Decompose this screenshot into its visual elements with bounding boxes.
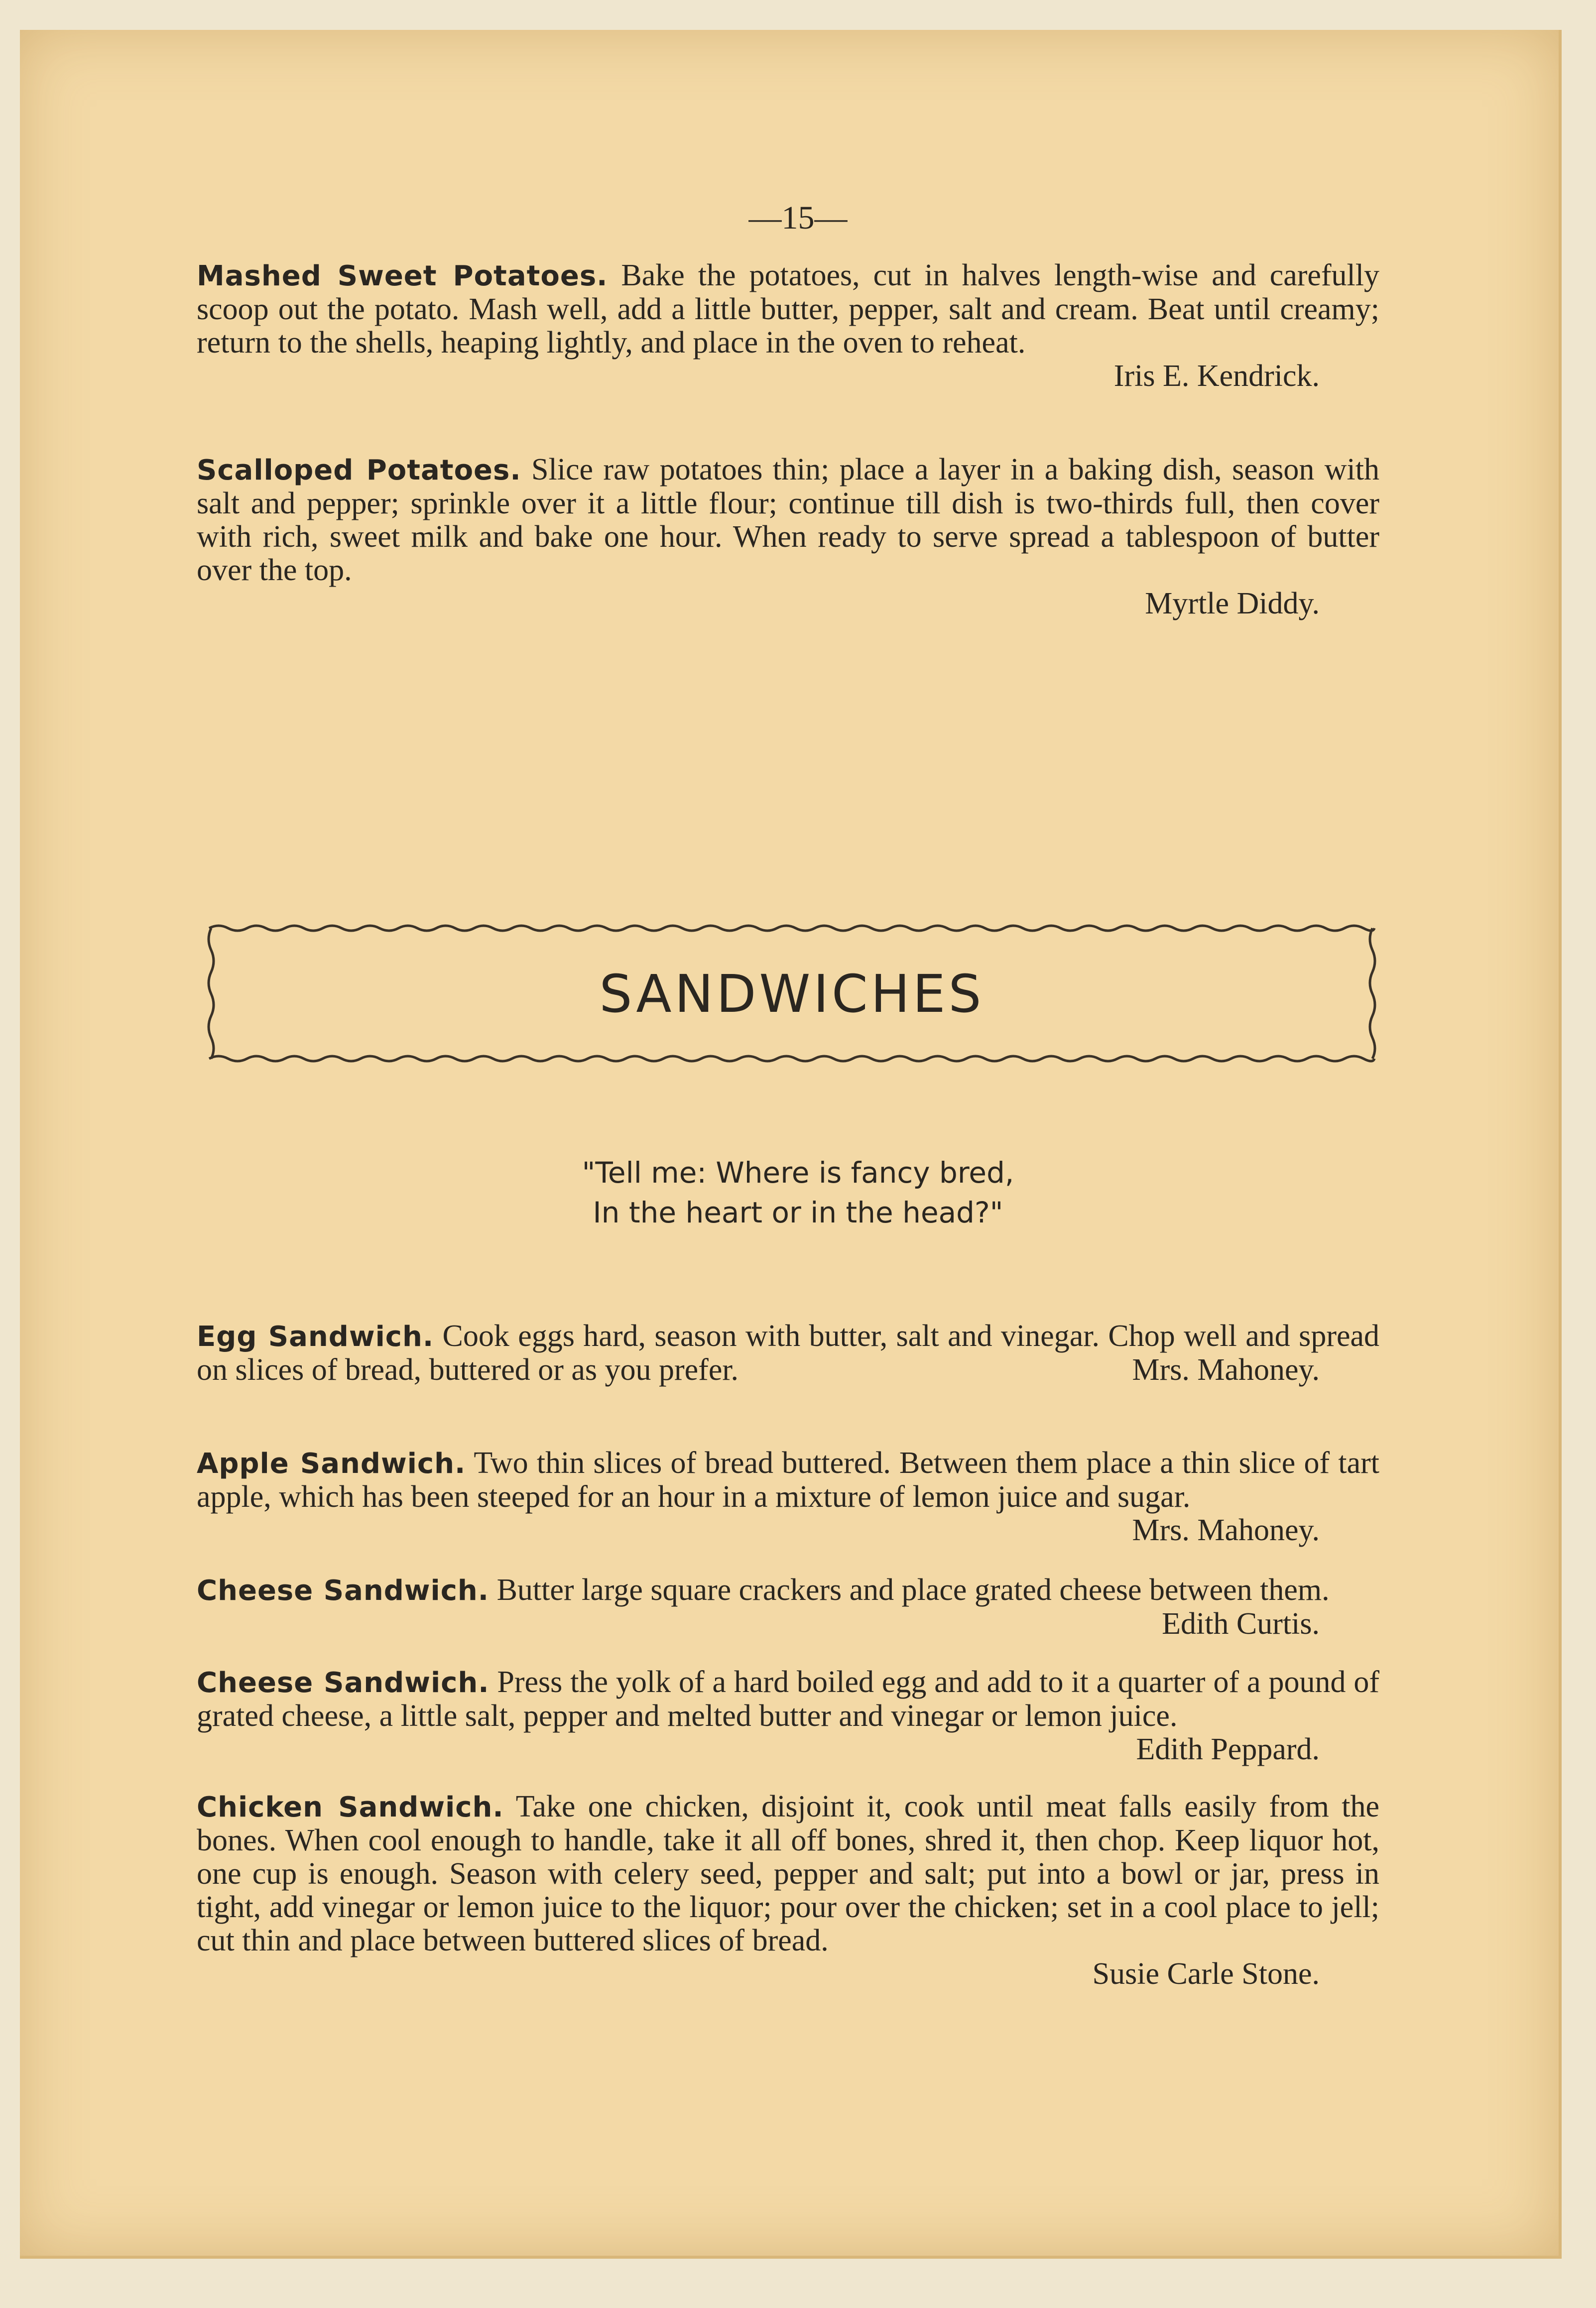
epigraph-quote <box>0 1153 1596 1232</box>
recipe-chicken-sandwich <box>197 1790 1379 1991</box>
recipe-text: Take one chicken, disjoint it, cook until meat falls easily from the bones. When cool enough to handle, take it all off bones, shred it, then chop. Keep liquor hot, one cup is enough. Season with celery seed, pepper and salt; put into a bowl or jar, press in tight, add vinegar or lemon juice to the liquor; pour over the chicken; set in a cool place to jell; cut thin and place between buttered slices of bread. <box>197 1790 1379 1957</box>
quote-line: In the heart or in the head?" <box>593 1196 1003 1229</box>
recipe-text: Slice raw potatoes thin; place a layer in a baking dish, season with salt and pepper; sprinkle over it a little flour; continue till dish is two-thirds full, then cover with rich, sweet milk and bake one hour. When ready to serve spread a tablespoon of butter over the top. <box>197 453 1379 587</box>
section-heading: SANDWICHES <box>599 964 984 1024</box>
recipe-title: Egg Sandwich. <box>197 1321 434 1353</box>
recipe-text: Two thin slices of bread buttered. Between them place a thin slice of tart apple, which has been steeped for an hour in a mixture of lemon juice and sugar. <box>197 1446 1379 1514</box>
recipe-author: Susie Carle Stone. <box>1092 1957 1320 1991</box>
recipe-cheese-sandwich-1 <box>197 1574 1379 1641</box>
recipe-author: Myrtle Diddy. <box>1145 587 1320 620</box>
recipe-title: Mashed Sweet Potatoes. <box>197 260 608 292</box>
recipe-author: Edith Peppard. <box>1136 1732 1320 1766</box>
recipe-author: Mrs. Mahoney. <box>1132 1513 1320 1547</box>
recipe-mashed-sweet-potatoes <box>197 259 1379 393</box>
recipe-title: Cheese Sandwich. <box>197 1667 490 1699</box>
recipe-title: Apple Sandwich. <box>197 1448 466 1480</box>
recipe-author: Edith Curtis. <box>1162 1607 1320 1641</box>
quote-line: "Tell me: Where is fancy bred, <box>582 1156 1014 1190</box>
recipe-cheese-sandwich-2 <box>197 1666 1379 1766</box>
recipe-title: Cheese Sandwich. <box>197 1575 490 1607</box>
page-number: —15— <box>748 200 848 236</box>
recipe-apple-sandwich <box>197 1447 1379 1547</box>
recipe-title: Chicken Sandwich. <box>197 1791 504 1823</box>
recipe-text: Bake the potatoes, cut in halves length-wise and carefully scoop out the potato. Mash well, add a little butter, pepper, salt and cream. Beat until creamy; return to the shells, heaping lightly, and place in the oven to reheat. <box>197 258 1379 360</box>
recipe-egg-sandwich <box>197 1320 1379 1387</box>
recipe-text: Cook eggs hard, season with butter, salt and vinegar. Chop well and spread on slices of bread, buttered or as you prefer. <box>197 1319 1379 1387</box>
recipe-author: Iris E. Kendrick. <box>1113 359 1320 393</box>
recipe-author: Mrs. Mahoney. <box>1132 1353 1320 1387</box>
recipe-text: Butter large square crackers and place grated cheese between them. <box>489 1573 1330 1607</box>
recipe-text: Press the yolk of a hard boiled egg and add to it a quarter of a pound of grated cheese, a little salt, pepper and melted butter and vinegar or lemon juice. <box>197 1665 1379 1733</box>
recipe-title: Scalloped Potatoes. <box>197 454 521 486</box>
recipe-scalloped-potatoes <box>197 453 1379 620</box>
